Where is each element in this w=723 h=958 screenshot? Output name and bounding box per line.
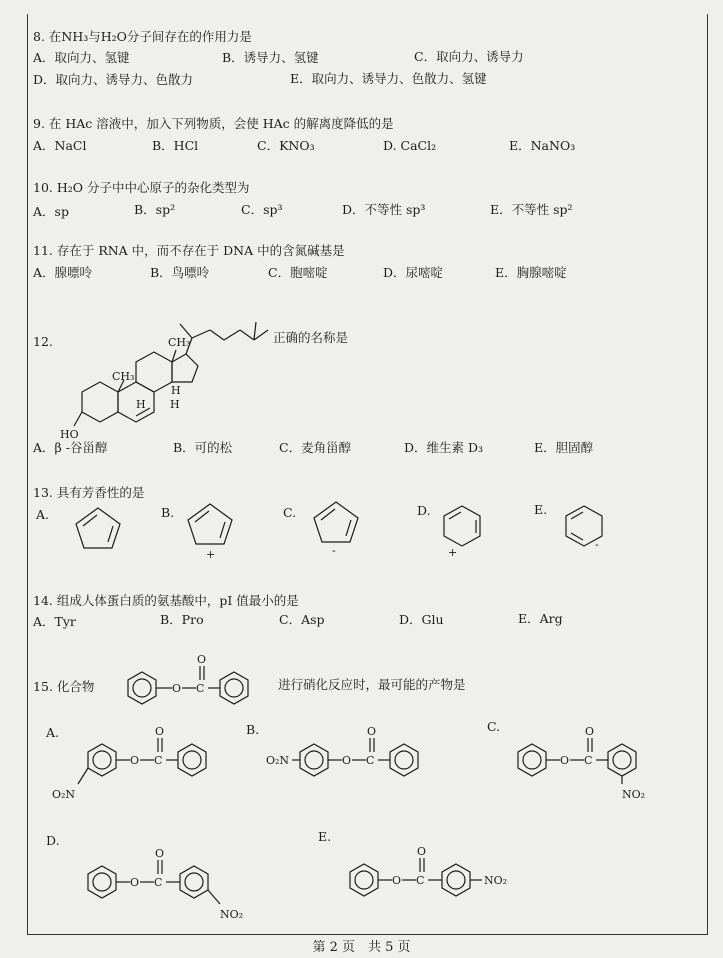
product-a-structure <box>50 722 230 808</box>
product-a-carbonyl-o: O <box>155 725 165 738</box>
ester-c-label: C <box>196 682 205 695</box>
phenyl-benzoate-structure <box>120 654 270 710</box>
q9-option-d: D. CaCl₂ <box>383 138 437 153</box>
q12-option-b: B．可的松 <box>173 440 233 455</box>
q12-option-c: C．麦角甾醇 <box>279 440 352 455</box>
q15-option-d: D. <box>46 833 60 848</box>
cation-plus-sign: + <box>206 548 216 561</box>
q12-option-e: E．胆固醇 <box>534 440 594 455</box>
q15-option-a: A. <box>46 725 60 740</box>
q15-option-b: B. <box>246 722 260 737</box>
q14-option-e: E．Arg <box>518 611 563 626</box>
cyclopentadiene-structure <box>72 504 124 552</box>
product-c-c: C <box>584 754 593 767</box>
product-a-o: O <box>130 754 140 767</box>
q8-option-b: B．诱导力、氢键 <box>222 50 319 65</box>
q10-option-b: B．sp² <box>134 202 176 217</box>
steroid-h-label-1: H <box>171 384 181 397</box>
q8-option-e: E．取向力、诱导力、色散力、氢键 <box>290 71 487 86</box>
anion-minus-sign: - <box>332 544 336 557</box>
q15-option-c: C. <box>487 719 501 734</box>
product-b-o: O <box>342 754 352 767</box>
q12-option-d: D．维生素 D₃ <box>404 440 484 455</box>
q14-option-b: B．Pro <box>160 612 204 627</box>
steroid-ch3-top-label: CH₃ <box>168 336 191 349</box>
product-e-carbonyl-o: O <box>417 845 427 858</box>
q8-option-c: C．取向力、诱导力 <box>414 49 524 64</box>
q11-option-d: D．尿嘧啶 <box>383 265 444 280</box>
product-b-c: C <box>366 754 375 767</box>
q10-option-a: A．sp <box>33 204 69 219</box>
q8-option-a: A．取向力、氢键 <box>33 50 130 65</box>
q13-stem: 13. 具有芳香性的是 <box>33 485 145 500</box>
q15-option-e: E. <box>318 829 332 844</box>
product-d-no2: NO₂ <box>220 908 244 921</box>
product-c-structure <box>510 722 690 806</box>
product-d-structure <box>80 848 270 928</box>
q13-option-d: D. <box>417 503 431 518</box>
q13-option-c: C. <box>283 505 297 520</box>
cyclohexadienyl-anion-structure <box>562 500 612 556</box>
product-e-o: O <box>392 874 402 887</box>
q11-option-b: B．鸟嘌呤 <box>150 265 210 280</box>
q10-stem: 10. H₂O 分子中中心原子的杂化类型为 <box>33 180 250 195</box>
cyclohexadienyl-plus-sign: + <box>448 546 458 559</box>
q15-stem-pre: 15. 化合物 <box>33 679 95 694</box>
product-b-o2n: O₂N <box>266 754 290 767</box>
product-e-c: C <box>416 874 425 887</box>
q13-option-a: A. <box>36 507 50 522</box>
q10-option-d: D．不等性 sp³ <box>342 202 426 217</box>
q14-option-d: D．Glu <box>399 612 444 627</box>
q11-option-a: A．腺嘌呤 <box>33 265 93 280</box>
page-footer: 第 2 页 共 5 页 <box>312 940 411 955</box>
q12-option-a: A．β -谷甾醇 <box>33 440 108 455</box>
product-e-no2: NO₂ <box>484 874 508 887</box>
cyclohexadienyl-minus-sign: - <box>595 538 599 551</box>
product-c-o: O <box>560 754 570 767</box>
cyclopentadienyl-anion-structure <box>308 498 364 556</box>
q9-option-a: A．NaCl <box>33 138 87 153</box>
q8-option-d: D．取向力、诱导力、色散力 <box>33 72 194 87</box>
q10-option-c: C．sp³ <box>241 202 283 217</box>
product-a-c: C <box>154 754 163 767</box>
q14-stem: 14. 组成人体蛋白质的氨基酸中，pI 值最小的是 <box>33 593 299 608</box>
q11-stem: 11. 存在于 RNA 中，而不存在于 DNA 中的含氮碱基是 <box>33 243 345 258</box>
cyclohexadienyl-cation-structure <box>440 500 490 560</box>
q14-option-c: C．Asp <box>279 612 325 627</box>
steroid-h-label-2: H <box>136 398 146 411</box>
product-d-carbonyl-o: O <box>155 847 165 860</box>
product-d-c: C <box>154 876 163 889</box>
q13-option-b: B. <box>161 505 175 520</box>
steroid-ch3-left-label: CH₃ <box>112 370 135 383</box>
q15-stem-post: 进行硝化反应时，最可能的产物是 <box>278 677 466 692</box>
cyclopentadienyl-cation-structure <box>184 500 236 560</box>
q9-option-c: C．KNO₃ <box>257 138 315 153</box>
q11-option-c: C．胞嘧啶 <box>268 265 328 280</box>
q14-option-a: A．Tyr <box>33 614 76 629</box>
q9-option-e: E．NaNO₃ <box>509 138 576 153</box>
steroid-ho-label: HO <box>60 428 79 441</box>
q12-number: 12. <box>33 334 53 349</box>
carbonyl-o-label: O <box>197 653 207 666</box>
q8-stem: 8. 在NH₃与H₂O分子间存在的作用力是 <box>33 29 252 44</box>
product-a-o2n: O₂N <box>52 788 76 801</box>
q9-option-b: B．HCl <box>152 138 199 153</box>
product-c-carbonyl-o: O <box>585 725 595 738</box>
product-d-o: O <box>130 876 140 889</box>
q12-stem: 正确的名称是 <box>273 330 349 345</box>
q11-option-e: E．胸腺嘧啶 <box>495 265 567 280</box>
steroid-h-label-3: H <box>170 398 180 411</box>
q10-option-e: E．不等性 sp² <box>490 202 573 217</box>
product-b-carbonyl-o: O <box>367 725 377 738</box>
steroid-structure <box>60 312 280 442</box>
product-c-no2: NO₂ <box>622 788 646 801</box>
ester-o-label: O <box>172 682 182 695</box>
q9-stem: 9. 在 HAc 溶液中，加入下列物质，会使 HAc 的解离度降低的是 <box>33 116 394 131</box>
product-b-structure <box>262 722 462 782</box>
product-e-structure <box>342 846 572 906</box>
q13-option-e: E. <box>534 502 548 517</box>
